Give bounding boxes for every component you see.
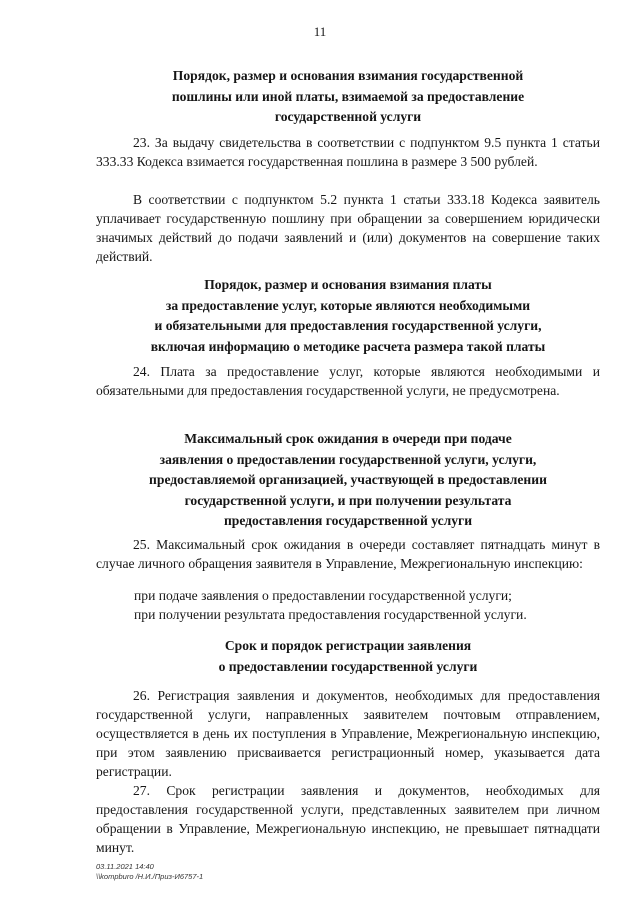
heading-line: заявления о предоставлении государственной услуги, услуги, bbox=[159, 451, 537, 467]
page-number: 11 bbox=[313, 24, 327, 39]
paragraph-25: 25. Максимальный срок ожидания в очереди составляет пятнадцать минут в случае личного обращения заявителя в Управление, Межрегиональную инспекцию: bbox=[96, 537, 600, 571]
list-line: при получении результата предоставления государственной услуги. bbox=[134, 607, 527, 622]
heading-line: государственной услуги, и при получении результата bbox=[184, 492, 512, 508]
section-heading-service-fee bbox=[96, 275, 600, 357]
heading-line: предоставляемой организацией, участвующей в предоставлении bbox=[149, 472, 547, 487]
heading-line: государственной услуги bbox=[274, 109, 422, 124]
section-heading-queue-time bbox=[96, 429, 600, 532]
heading-line: Порядок, размер и основания взимания платы bbox=[204, 277, 492, 292]
paragraph-27: 27. Срок регистрации заявления и документов, необходимых для предоставления государственной услуги, представленных заявителем при личном обращении в Управление, Межрегиональную инспекцию, не превышает пятнадцати минут. bbox=[96, 783, 600, 855]
section-heading-registration bbox=[96, 636, 600, 677]
paragraph-24: 24. Плата за предоставление услуг, которые являются необходимыми и обязательными для предоставления государственной услуги, не предусмотрена. bbox=[96, 364, 600, 398]
list-line: при подаче заявления о предоставлении государственной услуги; bbox=[134, 588, 512, 603]
footer-timestamp: 03.11.2021 14:40 bbox=[96, 862, 154, 871]
footer-path: \\kompburo /Н.И./Приз-И6757-1 bbox=[96, 872, 204, 881]
heading-line: о предоставлении государственной услуги bbox=[218, 658, 478, 674]
paragraph-23-cont: В соответствии с подпунктом 5.2 пункта 1 статьи 333.18 Кодекса заявитель уплачивает государственную пошлину при обращении за совершением юридически значимых действий до подачи заявлений и (или) документов на совершение таких действий. bbox=[96, 192, 600, 264]
heading-line: Максимальный срок ожидания в очереди при подаче bbox=[184, 431, 512, 446]
heading-line: включая информацию о методике расчета размера такой платы bbox=[150, 338, 546, 354]
heading-line: Порядок, размер и основания взимания государственной bbox=[172, 68, 524, 83]
section-heading-state-fee bbox=[96, 66, 600, 128]
paragraph-26: 26. Регистрация заявления и документов, необходимых для предоставления государственной услуги, направленных заявителем почтовым отправлением, осуществляется в день их поступления в Управление, Межрегиональную инспекцию, при этом заявлению присваивается регистрационный номер, указывается дата регистрации. bbox=[96, 688, 600, 779]
paragraph-23: 23. За выдачу свидетельства в соответствии с подпунктом 9.5 пункта 1 статьи 333.33 Кодекса взимается государственная пошлина в размере 3 500 рублей. bbox=[96, 135, 600, 169]
heading-line: и обязательными для предоставления государственной услуги, bbox=[154, 318, 542, 333]
heading-line: за предоставление услуг, которые являются необходимыми bbox=[165, 297, 531, 313]
heading-line: предоставления государственной услуги bbox=[223, 513, 473, 528]
heading-line: пошлины или иной платы, взимаемой за предоставление bbox=[171, 88, 525, 104]
heading-line: Срок и порядок регистрации заявления bbox=[224, 638, 472, 653]
print-footer bbox=[96, 862, 203, 882]
